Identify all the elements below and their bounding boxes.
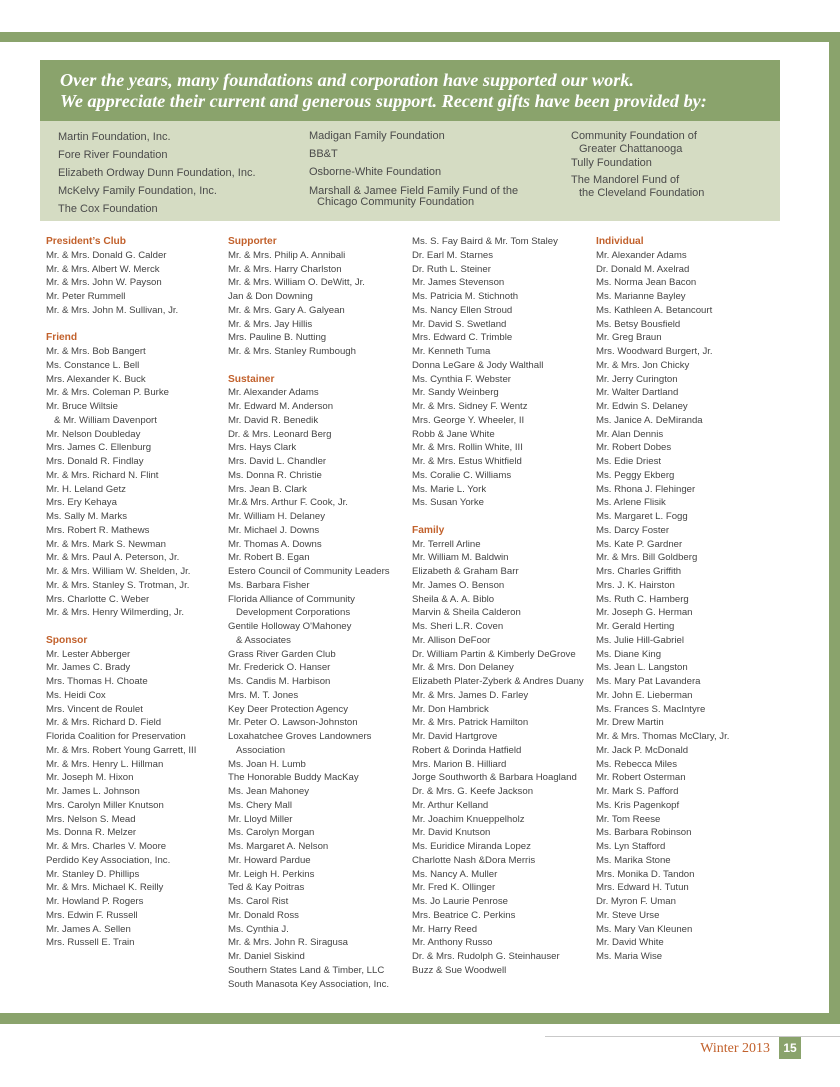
donor-name: Mr. & Mrs. Harry Charlston [228,263,342,275]
donor-name: Mr. Robert Osterman [596,772,686,784]
donor-name: Ms. Ruth C. Hamberg [596,593,689,605]
donor-name: Mr. & Mrs. James D. Farley [412,689,529,701]
donor-name: Mr. Lester Abberger [46,648,131,660]
donor-name: Mr. & Mrs. Michael K. Reilly [46,882,164,894]
donor-name: Ms. Susan Yorke [412,497,484,509]
donor-name: Mrs. James C. Ellenburg [46,442,152,454]
donor-name: Buzz & Sue Woodwell [412,964,507,976]
foundation-name: McKelvy Family Foundation, Inc. [58,185,217,197]
donor-name: Mr. & Mrs. Albert W. Merck [46,263,160,275]
donor-name: Mr. & Mrs. Sidney F. Wentz [412,401,528,412]
donor-name: Ms. Donna R. Christie [228,469,322,481]
donor-name: Marvin & Sheila Calderon [412,607,521,619]
donor-name: Charlotte Nash &Dora Merris [412,854,536,866]
donor-name: Jorge Southworth & Barbara Hoagland [412,772,577,784]
foundation-column-1 [58,128,256,218]
donor-column-1 [46,235,196,950]
donor-name: Mrs. Ery Kehaya [46,497,117,509]
donor-name: Ms. Patricia M. Stichnoth [412,291,519,302]
foundation-name: The Cox Foundation [58,203,158,215]
donor-name: Mr. & Mrs. John M. Sullivan, Jr. [46,304,179,316]
donor-name: Sheila & A. A. Biblo [412,593,495,605]
donor-name: Mr. Kenneth Tuma [412,346,491,357]
donor-name: Dr. Earl M. Starnes [412,249,494,261]
donor-name: Mr. & Mrs. Henry Wilmerding, Jr. [46,607,185,619]
donor-name: Mr. & Mrs. Bill Goldberg [596,552,698,564]
donor-name: Mr. & Mrs. Paul A. Peterson, Jr. [46,552,180,564]
donor-name: Mr. Jack P. McDonald [596,744,689,756]
foundation-name: Fore River Foundation [58,149,168,161]
banner-line-2: We appreciate their current and generous support. Recent gifts have been provided by: [60,91,707,111]
donor-name: Ms. Kate P. Gardner [596,538,683,550]
section-heading-presidents-club: President’s Club [46,236,127,247]
donor-name: Mr. Bruce Wiltsie [46,401,118,412]
foundation-name: Elizabeth Ordway Dunn Foundation, Inc. [58,167,256,179]
donor-name: Mr. & Mrs. Charles V. Moore [46,841,167,852]
donor-name: Mr. Alan Dennis [596,428,664,440]
donor-name: Mr. Anthony Russo [412,937,493,949]
section-heading-supporter: Supporter [228,236,277,247]
donor-name: Ted & Kay Poitras [228,882,305,894]
donor-name: Dr. & Mrs. G. Keefe Jackson [412,786,534,797]
donor-name: Mrs. Charlotte C. Weber [46,593,150,605]
donor-name: Robb & Jane White [412,428,495,440]
donor-name: Mr. Mark S. Pafford [596,786,679,797]
donor-name: Key Deer Protection Agency [228,703,348,715]
donor-name: Mr. Stanley D. Phillips [46,868,140,880]
donor-name: Mr. Drew Martin [596,717,664,729]
donor-name: Mr. Don Hambrick [412,703,489,715]
donor-name: Ms. Heidi Cox [46,689,106,701]
foundation-name: Tully Foundation [571,156,652,169]
donor-name: Mrs. Nelson S. Mead [46,813,136,825]
donor-name: Mr. James A. Sellen [46,923,131,935]
foundation-name: Community Foundation of [571,130,697,142]
donor-name: Ms. Cynthia F. Webster [412,373,511,385]
donor-name: Ms. Janice A. DeMiranda [596,414,703,426]
page-number: 15 [779,1037,801,1059]
foundation-name: The Mandorel Fund of [571,174,680,187]
donor-name: Mrs. M. T. Jones [228,689,299,701]
section-heading-individual: Individual [596,236,644,247]
donor-name: Mr. James Stevenson [412,277,505,289]
donor-name: Mrs. Edwin F. Russell [46,909,138,921]
section-heading-friend: Friend [46,332,78,344]
donor-name: Mr. & Mrs. Bob Bangert [46,346,146,357]
donor-name: Ms. Arlene Flisik [596,497,666,509]
donor-name: Mr. & Mrs. Donald G. Calder [46,249,167,261]
foundation-name-continued: Chicago Community Foundation [317,195,475,208]
donor-name: Dr. Donald M. Axelrad [596,263,690,275]
donor-name: Mr. & Mrs. Jay Hillis [228,318,313,330]
donor-name: Mrs. Pauline B. Nutting [228,332,327,344]
donor-name: Ms. Lyn Stafford [596,841,666,852]
donor-name: Mr. James O. Benson [412,579,505,591]
foundation-column-2 [309,127,518,209]
donor-name: Mr. & Mrs. Robert Young Garrett, III [46,744,197,756]
donor-name: Mr. Jerry Curington [596,373,678,385]
donor-name: Mr. Edwin S. Delaney [596,401,688,412]
donor-name: Ms. Jo Laurie Penrose [412,896,508,907]
donor-name: Mr. James C. Brady [46,662,131,674]
donor-name: Mr. Robert Dobes [596,442,672,454]
donor-name: Mr. Allison DeFoor [412,634,491,646]
donor-name: Ms. Sheri L.R. Coven [412,621,504,632]
section-heading-family: Family [412,524,445,536]
donor-name: Mr. & Mrs. Philip A. Annibali [228,249,346,261]
donor-name: Florida Alliance of Community [228,593,355,605]
donor-name: Ms. Marie L. York [412,483,487,495]
donor-name: Mr. Alexander Adams [228,387,319,399]
donor-column-4 [596,235,729,964]
donor-name: Mr. Howard Pardue [228,854,311,866]
donor-name: Robert & Dorinda Hatfield [412,744,522,756]
donor-name: Association [236,744,286,756]
donor-name: Mr. Edward M. Anderson [228,401,334,412]
donor-name: Ms. Mary Van Kleunen [596,923,693,935]
donor-name: Dr. William Partin & Kimberly DeGrove [412,648,576,660]
donor-name: Mr. David Knutson [412,827,491,839]
intro-banner [40,60,780,121]
section-heading-sustainer: Sustainer [228,373,275,385]
section-spacer [46,318,196,332]
foundation-name: Madigan Family Foundation [309,130,445,142]
foundation-column-3 [571,128,704,199]
donor-name: Ms. Margaret A. Nelson [228,841,329,852]
donor-name: Mr. Nelson Doubleday [46,428,141,440]
donor-name: Mr. Greg Braun [596,332,662,344]
foundation-name: Marshall & Jamee Field Family Fund of the [309,184,519,197]
donor-name: Mr. Robert B. Egan [228,552,310,564]
donor-name: Mr. & Mrs. William O. DeWitt, Jr. [228,277,365,289]
donor-name: Jan & Don Downing [228,291,313,302]
donor-name: Ms. Euridice Miranda Lopez [412,841,531,852]
donor-name: Elizabeth & Graham Barr [412,566,519,577]
donor-name: Mr. Tom Reese [596,813,661,825]
foundation-name-continued: the Cleveland Foundation [579,186,705,199]
banner-line-1: Over the years, many foundations and corporation have supported our work. [60,70,634,90]
donor-name: Ms. Candis M. Harbison [228,676,331,687]
foundation-name: Martin Foundation, Inc. [58,131,171,143]
donor-name: Mr. & Mrs. Don Delaney [412,662,514,674]
donor-name: Ms. Mary Pat Lavandera [596,676,701,687]
donor-name: Ms. Darcy Foster [596,524,670,536]
foundation-name: Osborne-White Foundation [309,166,442,179]
donor-name: Mrs. Marion B. Hilliard [412,758,507,770]
donor-name: Mr. Fred K. Ollinger [412,882,496,894]
donor-name: Mr. John E. Lieberman [596,689,693,701]
donor-name: Mr. & Mrs. Patrick Hamilton [412,717,529,729]
donor-name: Mrs. David L. Chandler [228,456,327,467]
donor-name: Development Corporations [236,607,351,619]
donor-name: Mr. Donald Ross [228,909,299,921]
donor-name: Mrs. Woodward Burgert, Jr. [596,346,713,357]
donor-name: Dr. & Mrs. Rudolph G. Steinhauser [412,951,560,962]
donor-name: Mr. Terrell Arline [412,538,481,550]
donor-name: South Manasota Key Association, Inc. [228,978,390,990]
donor-name: Mr. Daniel Siskind [228,951,305,962]
donor-name: Ms. Chery Mall [228,799,292,811]
donor-name: Mr. & Mrs. Estus Whitfield [412,456,522,467]
donor-name: Mrs. Beatrice C. Perkins [412,909,516,921]
donor-name: Ms. Joan H. Lumb [228,758,306,770]
donor-name: Mrs. Donald R. Findlay [46,456,144,467]
donor-name: Ms. Norma Jean Bacon [596,277,697,289]
donor-name: Loxahatchee Groves Landowners [228,731,372,742]
donor-name: Ms. Carolyn Morgan [228,827,315,839]
donor-name: Mr. Peter Rummell [46,291,126,302]
donor-name: Mr. David S. Swetland [412,318,507,330]
donor-name: Ms. Barbara Fisher [228,579,310,591]
donor-name: Mr. Joseph M. Hixon [46,772,134,784]
section-spacer [46,620,196,634]
donor-name: Mr. & Mrs. Gary A. Galyean [228,304,345,316]
donor-name: Mrs. Russell E. Train [46,937,135,949]
donor-name: Mr. David R. Benedik [228,414,319,426]
donor-name: Ms. Donna R. Melzer [46,827,137,839]
donor-name: Perdido Key Association, Inc. [46,854,171,866]
issue-label [700,1041,770,1057]
donor-name: Mr. David White [596,937,664,949]
donor-name: Mrs. Vincent de Roulet [46,703,143,715]
donor-name: Mr. David Hartgrove [412,731,498,742]
donor-name: Ms. Carol Rist [228,896,289,907]
donor-name: Florida Coalition for Preservation [46,731,186,742]
donor-name: Ms. Julie Hill-Gabriel [596,634,684,646]
donor-name: Ms. Frances S. MacIntyre [596,703,706,715]
donor-column-3 [412,235,584,978]
donor-name: Mr. & Mrs. Henry L. Hillman [46,758,164,770]
donor-name: Ms. Kathleen A. Betancourt [596,304,713,316]
donor-name: Grass River Garden Club [228,648,336,660]
donor-name: Mr. Sandy Weinberg [412,387,499,399]
donor-name: Ms. Jean L. Langston [596,662,688,674]
donor-name: Ms. Nancy Ellen Stroud [412,304,513,316]
donor-name: Mr. & Mrs. Thomas McClary, Jr. [596,731,730,742]
donor-name: Mr. Leigh H. Perkins [228,868,315,880]
donor-name: Mrs. Robert R. Mathews [46,524,150,536]
issue-season: Winter [700,1041,739,1056]
donor-name: Mr. & Mrs. Stanley Rumbough [228,346,356,357]
donor-name: Ms. Peggy Ekberg [596,469,675,481]
donor-name: Mr. Thomas A. Downs [228,538,322,550]
donor-name: Ms. Marianne Bayley [596,291,686,302]
donor-name: Mr. & Mrs. Stanley S. Trotman, Jr. [46,579,190,591]
donor-name: Ms. Kris Pagenkopf [596,799,680,811]
donor-name: Ms. Sally M. Marks [46,511,128,522]
donor-name: Mr. Gerald Herting [596,621,675,632]
donor-name: Gentile Holloway O'Mahoney [228,621,352,632]
donor-name: Ms. Coralie C. Williams [412,469,512,481]
donor-name: Mr. Harry Reed [412,923,478,935]
donor-column-2 [228,235,390,991]
donor-name: Mr. Joachim Knueppelholz [412,813,525,825]
donor-name: Mr. William M. Baldwin [412,552,509,564]
donor-name: Mr. Frederick O. Hanser [228,662,331,674]
donor-name: Mr. & Mrs. Richard N. Flint [46,469,159,481]
donor-name: Mr. James L. Johnson [46,786,140,797]
donor-name: Ms. Diane King [596,648,662,660]
donor-name: Mr. Joseph G. Herman [596,607,693,619]
donor-name: Mr. & Mrs. Rollin White, III [412,442,523,454]
donor-name: Mr. Steve Urse [596,909,660,921]
donor-name: Mr. William H. Delaney [228,511,326,522]
donor-name: Ms. Constance L. Bell [46,359,140,371]
donor-name: Mrs. Alexander K. Buck [46,373,146,385]
donor-name: Ms. Margaret L. Fogg [596,511,688,522]
donor-name: The Honorable Buddy MacKay [228,772,359,784]
donor-name: Mr. & Mrs. Jon Chicky [596,359,690,371]
donor-name: Mr. & Mrs. Coleman P. Burke [46,387,169,399]
foundation-name: BB&T [309,148,338,161]
donor-name: Mr. Walter Dartland [596,387,679,399]
donor-name: Dr. Myron F. Uman [596,896,676,907]
donor-name: Ms. Edie Driest [596,456,662,467]
donor-name: Dr. & Mrs. Leonard Berg [228,428,332,440]
donor-name: Ms. Betsy Bousfield [596,318,681,330]
donor-name: Donna LeGare & Jody Walthall [412,359,544,371]
donor-name: Mrs. Hays Clark [228,442,297,454]
donor-name: Ms. Barbara Robinson [596,827,692,839]
donor-name: Mrs. Carolyn Miller Knutson [46,799,164,811]
donor-name: Mr. Lloyd Miller [228,813,293,825]
donor-name: Mrs. Charles Griffith [596,566,682,577]
donor-name: Mr. Michael J. Downs [228,524,320,536]
donor-name: Mr. & Mrs. William W. Shelden, Jr. [46,566,191,577]
donor-name: Ms. S. Fay Baird & Mr. Tom Staley [412,236,558,247]
donor-name: Mrs. Thomas H. Choate [46,676,148,687]
donor-name: Mrs. J. K. Hairston [596,579,675,591]
donor-name: Ms. Rebecca Miles [596,758,678,770]
donor-name: Mrs. Jean B. Clark [228,483,307,495]
donor-name: Ms. Jean Mahoney [228,786,310,797]
section-spacer [412,510,584,524]
donor-name: Mr. Alexander Adams [596,249,687,261]
donor-name: Dr. Ruth L. Steiner [412,263,491,275]
donor-name: Mrs. George Y. Wheeler, II [412,414,525,426]
donor-name: Mrs. Monika D. Tandon [596,868,695,880]
donor-name: Mrs. Edward C. Trimble [412,332,513,344]
donor-name: Mr. & Mrs. Mark S. Newman [46,538,166,550]
donor-name: Estero Council of Community Leaders [228,566,390,577]
section-spacer [228,359,390,373]
donor-name: Ms. Cynthia J. [228,923,289,935]
donor-name: Mr.& Mrs. Arthur F. Cook, Jr. [228,497,348,509]
donor-name: Mr. Howland P. Rogers [46,896,144,907]
donor-name: Mrs. Edward H. Tutun [596,882,689,894]
donor-name: Mr. Peter O. Lawson-Johnston [228,717,358,729]
donor-name: Mr. & Mrs. Richard D. Field [46,717,162,729]
donor-name: Ms. Maria Wise [596,951,663,962]
donor-name: Ms. Marika Stone [596,854,671,866]
donor-name: Mr. Arthur Kelland [412,799,489,811]
donor-name: & Associates [236,634,291,646]
donor-name: Elizabeth Plater-Zyberk & Andres Duany [412,676,584,687]
donor-name: Ms. Nancy A. Muller [412,868,498,880]
donor-name: & Mr. William Davenport [54,414,157,426]
foundation-name-continued: Greater Chattanooga [579,142,683,155]
section-heading-sponsor: Sponsor [46,634,88,646]
donor-name: Southern States Land & Timber, LLC [228,964,385,976]
donor-name: Mr. & Mrs. John R. Siragusa [228,937,348,949]
foundation-gifts-box [40,121,780,221]
donor-name: Mr. & Mrs. John W. Payson [46,277,162,289]
donor-name: Ms. Rhona J. Flehinger [596,483,696,495]
donor-name: Mr. H. Leland Getz [46,483,126,495]
issue-year: 2013 [742,1041,770,1056]
